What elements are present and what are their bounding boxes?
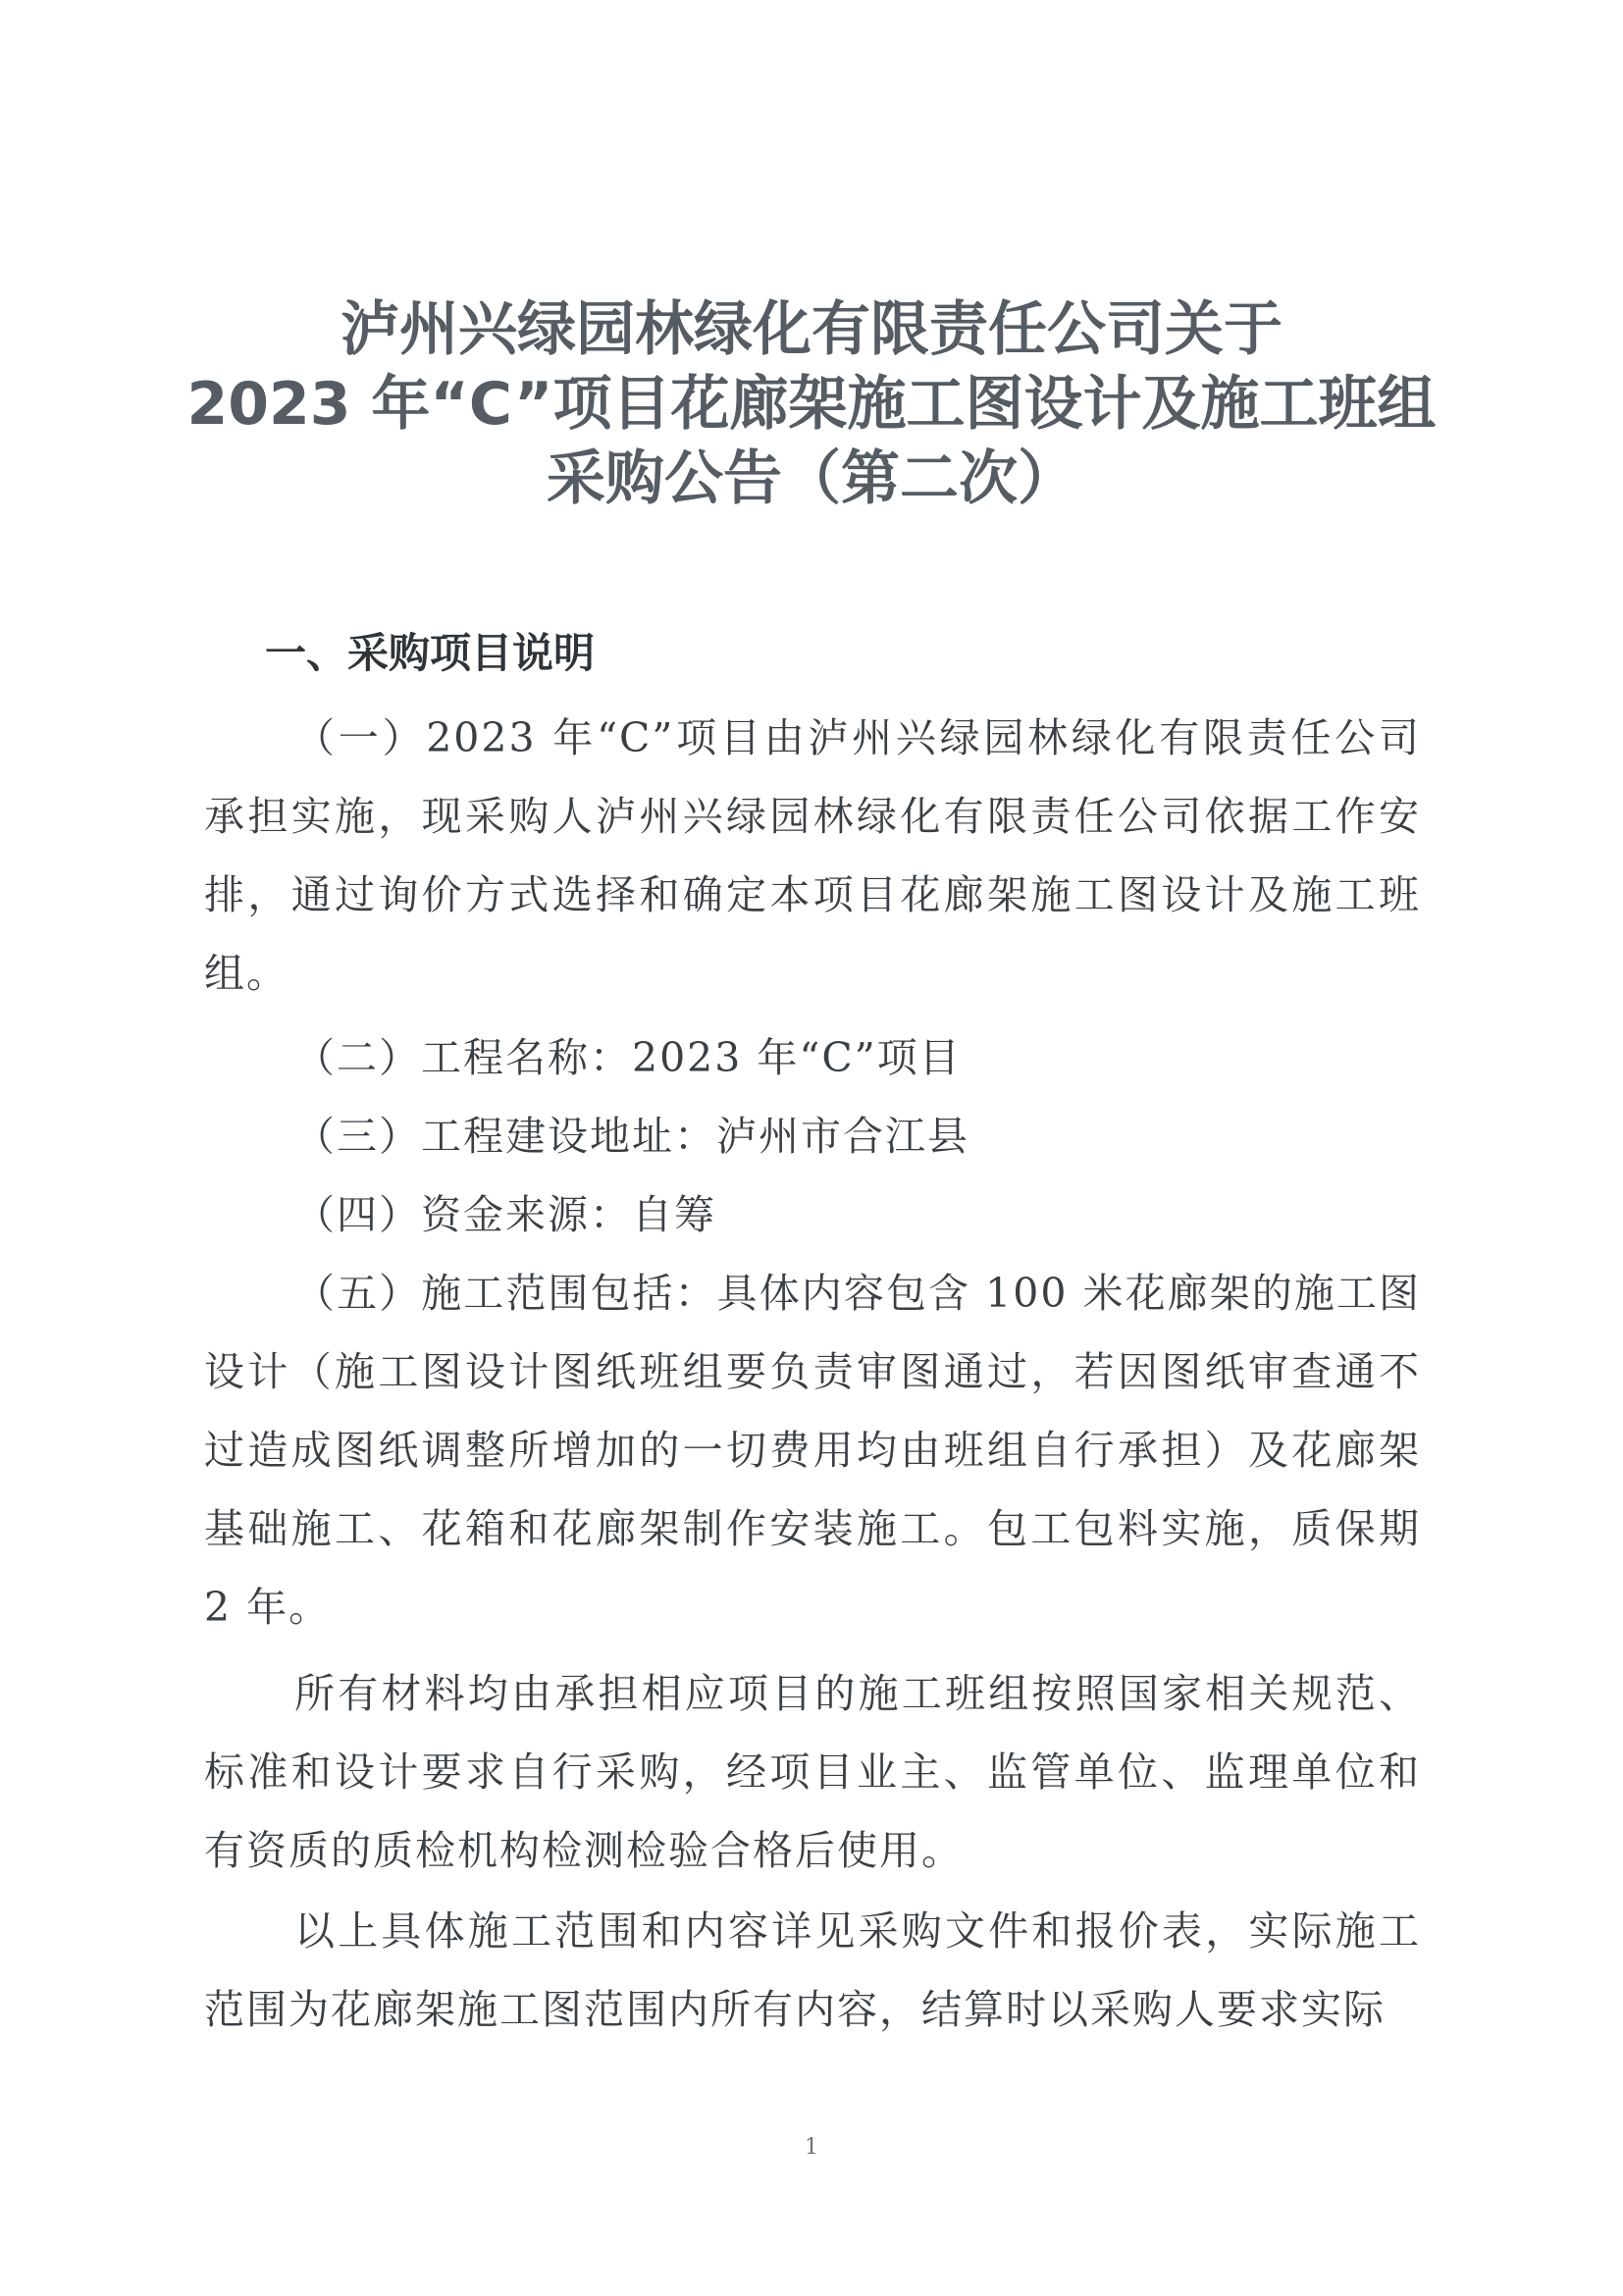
title-line-1: 泸州兴绿园林绿化有限责任公司关于 bbox=[340, 295, 1283, 364]
document-title bbox=[0, 292, 1623, 516]
paragraph-item-3: （三）工程建设地址：泸州市合江县 bbox=[294, 1113, 969, 1160]
paragraph-materials: 所有材料均由承担相应项目的施工班组按照国家相关规范、标准和设计要求自行采购，经项目业主、监管单位、监理单位和有资质的质检机构检测检验合格后使用。 bbox=[204, 1670, 1421, 1874]
title-line-2: 2023 年“C”项目花廊架施工图设计及施工班组 bbox=[186, 370, 1437, 439]
page-number: 1 bbox=[805, 2135, 818, 2160]
paragraph-scope: 以上具体施工范围和内容详见采购文件和报价表，实际施工范围为花廊架施工图范围内所有内容，结算时以采购人要求实际 bbox=[204, 1907, 1421, 2033]
paragraph-item-5: （五）施工范围包括：具体内容包含 100 米花廊架的施工图设计（施工图设计图纸班组要负责审图通过，若因图纸审查通不过造成图纸调整所增加的一切费用均由班组自行承担）及花廊架基础施工、花箱和花廊架制作安装施工。包工包料实施，质保期 2 年。 bbox=[204, 1270, 1421, 1631]
paragraph-item-2: （二）工程名称：2023 年“C”项目 bbox=[294, 1034, 962, 1081]
title-line-3: 采购公告（第二次） bbox=[547, 444, 1076, 513]
section-heading: 一、采购项目说明 bbox=[265, 629, 596, 677]
paragraph-item-1: （一）2023 年“C”项目由泸州兴绿园林绿化有限责任公司承担实施，现采购人泸州兴绿园林绿化有限责任公司依据工作安排，通过询价方式选择和确定本项目花廊架施工图设计及施工班组。 bbox=[204, 714, 1421, 997]
paragraph-item-4: （四）资金来源：自筹 bbox=[294, 1191, 716, 1238]
